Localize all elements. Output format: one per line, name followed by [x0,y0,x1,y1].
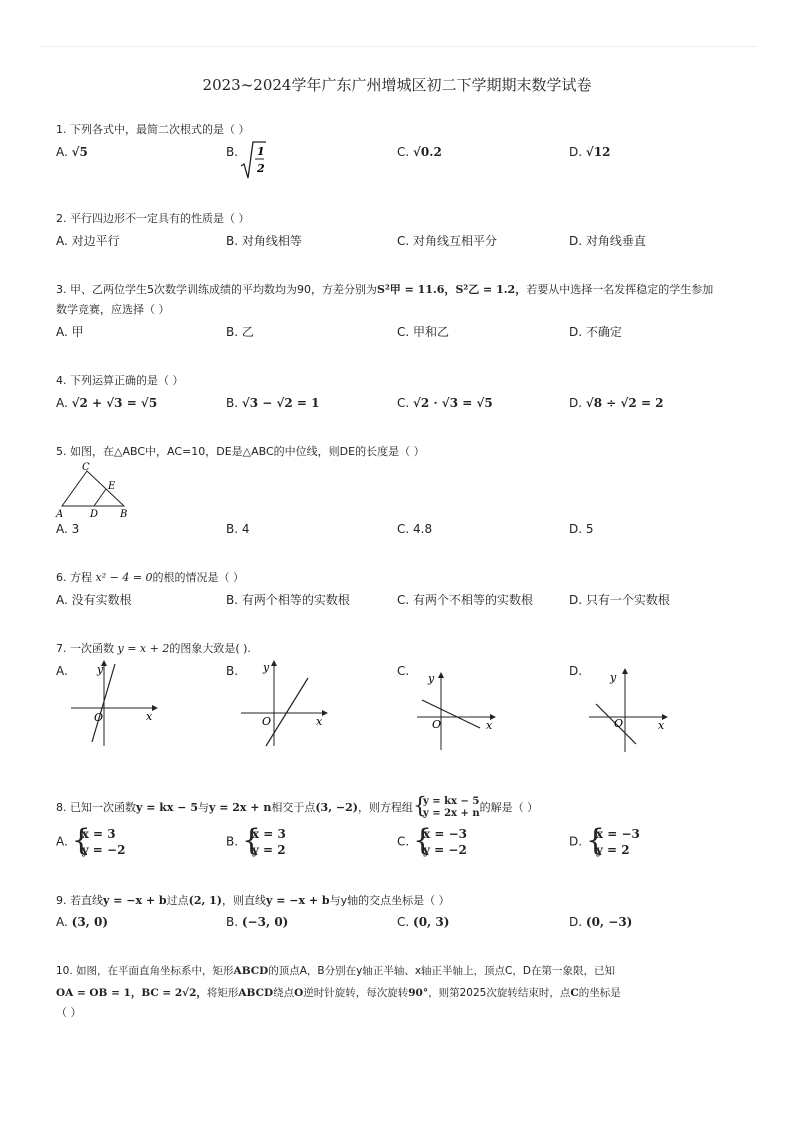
q8-option-b[interactable]: B. { x = 3 y = 2 [226,823,286,858]
page-title: 2023~2024学年广东广州增城区初二下学期期末数学试卷 [202,76,592,94]
q1-option-c[interactable]: C. √0.2 [397,145,442,159]
q1-option-b[interactable]: B. 1 2 [226,144,238,160]
q1-option-d[interactable]: D. √12 [569,145,611,159]
q6-option-b[interactable]: B. 有两个相等的实数根 [226,593,350,607]
q4-option-d[interactable]: D. √8 ÷ √2 = 2 [569,396,664,410]
fraction-numerator: 1 [257,145,265,158]
label-d: D [90,509,99,520]
label-a: A [56,509,64,520]
question-1-stem: 1. 下列各式中，最简二次根式的是（ ） [56,123,250,136]
q7-option-d[interactable]: D. [569,664,583,678]
question-6-stem: 6. 方程 x² − 4 = 0的根的情况是（ ） [56,571,245,584]
label-b: B [120,509,128,520]
q2-option-c[interactable]: C. 对角线互相平分 [397,234,498,248]
q7-graph-d [584,662,680,754]
svg-text:O: O [94,711,104,724]
q8-option-a[interactable]: A. { x = 3 y = −2 [56,823,126,858]
q7-option-a[interactable]: A. [56,664,68,678]
q2-option-a[interactable]: A. 对边平行 [56,234,120,248]
q5-option-b[interactable]: B. 4 [226,522,250,536]
question-7-stem: 7. 一次函数 y = x + 2的图象大致是( ). [56,642,251,655]
q3-option-d[interactable]: D. 不确定 [569,325,622,339]
question-10-stem-line2: OA = OB = 1，BC = 2√2，将矩形ABCD绕点O逆时针旋转，每次旋转90°，则第2025次旋转结束时，点C的坐标是 [56,987,621,999]
q2-option-b[interactable]: B. 对角线相等 [226,234,302,248]
q4-option-b[interactable]: B. √3 − √2 = 1 [226,396,320,410]
svg-text:O: O [614,717,624,730]
q7-graph-b [236,658,332,748]
q6-option-d[interactable]: D. 只有一个实数根 [569,593,670,607]
svg-text:x: x [486,719,493,732]
question-10-stem-line3: （ ） [56,1006,82,1019]
q6-option-a[interactable]: A. 没有实数根 [56,593,132,607]
svg-text:y: y [263,661,270,674]
svg-text:y: y [610,671,617,684]
triangle-abc-figure [54,460,138,520]
svg-text:O: O [262,715,272,728]
label-c: C [82,462,90,473]
question-4-stem: 4. 下列运算正确的是（ ） [56,374,184,387]
header-rule [40,46,758,47]
q7-option-b[interactable]: B. [226,664,239,678]
fraction-denominator: 2 [257,162,265,175]
q5-option-d[interactable]: D. 5 [569,522,594,536]
label-e: E [108,481,116,492]
q9-option-b[interactable]: B. (−3, 0) [226,915,289,929]
question-2-stem: 2. 平行四边形不一定具有的性质是（ ） [56,212,250,225]
q6-option-c[interactable]: C. 有两个不相等的实数根 [397,593,534,607]
question-10-stem-line1: 10. 如图，在平面直角坐标系中，矩形ABCD的顶点A，B分别在y轴正半轴、x轴正半轴上，顶点C，D在第一象限，已知 [56,965,615,977]
question-8-stem: 8. 已知一次函数y = kx − 5与y = 2x + n相交于点(3, −2)，则方程组 { y = kx − 5 y = 2x + n 的解是（ ） [56,794,539,819]
svg-text:O: O [432,718,442,731]
sqrt-half-fraction [240,140,266,180]
question-3-stem-line1: 3. 甲、乙两位学生5次数学训练成绩的平均数均为90，方差分别为S²甲 = 11.6，S²乙 = 1.2，若要从中选择一名发挥稳定的学生参加 [56,283,714,296]
q7-graph-a [66,658,162,748]
q1-option-a[interactable]: A. √5 [56,145,88,159]
question-9-stem: 9. 若直线y = −x + b过点(2, 1)，则直线y = −x + b与y轴的交点坐标是（ ） [56,894,450,907]
q5-option-a[interactable]: A. 3 [56,522,80,536]
q2-option-d[interactable]: D. 对角线垂直 [569,234,646,248]
svg-text:y: y [97,663,104,676]
q9-option-c[interactable]: C. (0, 3) [397,915,450,929]
q7-option-c[interactable]: C. [397,664,410,678]
q7-graph-c [412,666,508,756]
q3-option-c[interactable]: C. 甲和乙 [397,325,450,339]
svg-text:x: x [316,715,323,728]
q8-option-d[interactable]: D. { x = −3 y = 2 [569,823,640,858]
svg-text:x: x [146,710,153,723]
q4-option-c[interactable]: C. √2 · √3 = √5 [397,396,493,410]
question-5-stem: 5. 如图，在△ABC中，AC=10，DE是△ABC的中位线，则DE的长度是（ ） [56,445,425,458]
q4-option-a[interactable]: A. √2 + √3 = √5 [56,396,158,410]
svg-text:y: y [428,672,435,685]
equation-system: { y = kx − 5 y = 2x + n [412,794,480,819]
q3-option-a[interactable]: A. 甲 [56,325,84,339]
q5-option-c[interactable]: C. 4.8 [397,522,433,536]
q8-option-c[interactable]: C. { x = −3 y = −2 [397,823,467,858]
q3-option-b[interactable]: B. 乙 [226,325,254,339]
q9-option-d[interactable]: D. (0, −3) [569,915,633,929]
svg-text:x: x [658,719,665,732]
question-3-stem-line2: 数学竞赛，应选择（ ） [56,303,170,316]
q9-option-a[interactable]: A. (3, 0) [56,915,109,929]
